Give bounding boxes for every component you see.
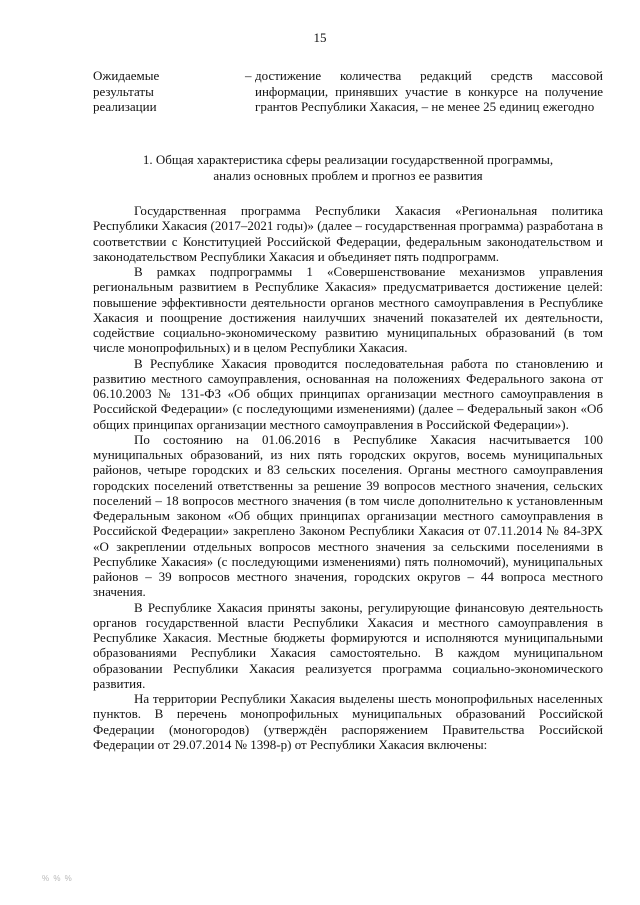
paragraph: В Республике Хакасия приняты законы, регулирующие финансовую деятельность органов государственной власти Республики Хакасия и местного самоуправления в Республике Хакасия. Местные бюджеты формируются и исполняются муниципальными образованиями Республики Хакасия самостоятельно. В каждом муниципальном образовании Республики Хакасия реализуется программа социально-экономического развития.	[93, 599, 603, 691]
page-number: 15	[313, 30, 327, 45]
expected-results-label-line: результаты	[93, 83, 154, 99]
section-heading-line: анализ основных проблем и прогноз ее развития	[213, 168, 483, 183]
expected-results-label-line: реализации	[93, 99, 157, 114]
section-heading-line: 1. Общая характеристика сферы реализации государственной программы,	[142, 152, 554, 167]
footer-scan-mark: % % %	[42, 874, 73, 883]
paragraph: В рамках подпрограммы 1 «Совершенствование механизмов управления региональным развитием в Республике Хакасия» предусматривается достижение целей: повышение эффективности деятельности органов местного самоуправления в Республике Хакасия и поощрение достижения наилучших значений показателей их деятельности, содействие социально-экономическому развитию муниципальных образований (в том числе монопрофильных) и в целом Республики Хакасия.	[93, 264, 603, 356]
expected-results-label	[93, 68, 223, 115]
expected-results-text: достижение количества редакций средств массовой информации, принявших участие в конкурсе на получение грантов Республики Хакасия, – не менее 25 единиц ежегодно	[255, 68, 603, 114]
expected-results-label-line: Ожидаемые	[93, 68, 160, 83]
paragraph: По состоянию на 01.06.2016 в Республике Хакасия насчитывается 100 муниципальных образований, из них пять городских округов, восемь муниципальных районов, четыре городских и 83 сельских поселения. Органы местного самоуправления городских поселений ответственны за решение 39 вопросов местного значения, сельских поселений – 18 вопросов местного значения (в том числе дополнительно к установленным Федеральным законом «Об общих принципах организации местного самоуправления в Российской Федерации» закреплено Законом Республики Хакасия от 07.11.2014 № 84-ЗРХ «О закреплении отдельных вопросов местного значения за сельскими поселениями в Республике Хакасия» (с последующими изменениями) пять полномочий), муниципальных районов – 39 вопросов местного значения, городских округов – 44 вопроса местного значения.	[93, 431, 603, 600]
section-body	[93, 203, 603, 752]
paragraph: В Республике Хакасия проводится последовательная работа по становлению и развитию местного самоуправления, основанная на положениях Федерального закона от 06.10.2003 № 131-ФЗ «Об общих принципах организации местного самоуправления в Российской Федерации» (с последующими изменениями) (далее – Федеральный закон «Об общих принципах организации местного самоуправления в Российской Федерации»).	[93, 355, 603, 432]
paragraph: На территории Республики Хакасия выделены шесть монопрофильных населенных пунктов. В перечень монопрофильных муниципальных образований Российской Федерации (моногородов) (утверждён распоряжением Правительства Российской Федерации от 29.07.2014 № 1398-р) от Республики Хакасия включены:	[93, 691, 603, 752]
section-heading	[93, 152, 603, 184]
expected-results-dash: –	[245, 68, 252, 83]
paragraph: Государственная программа Республики Хакасия «Региональная политика Республики Хакасия (2017–2021 годы)» (далее – государственная программа) разработана в соответствии с Конституцией Российской Федерации, федеральным законодательством и законодательством Республики Хакасия и объединяет пять подпрограмм.	[93, 203, 603, 264]
